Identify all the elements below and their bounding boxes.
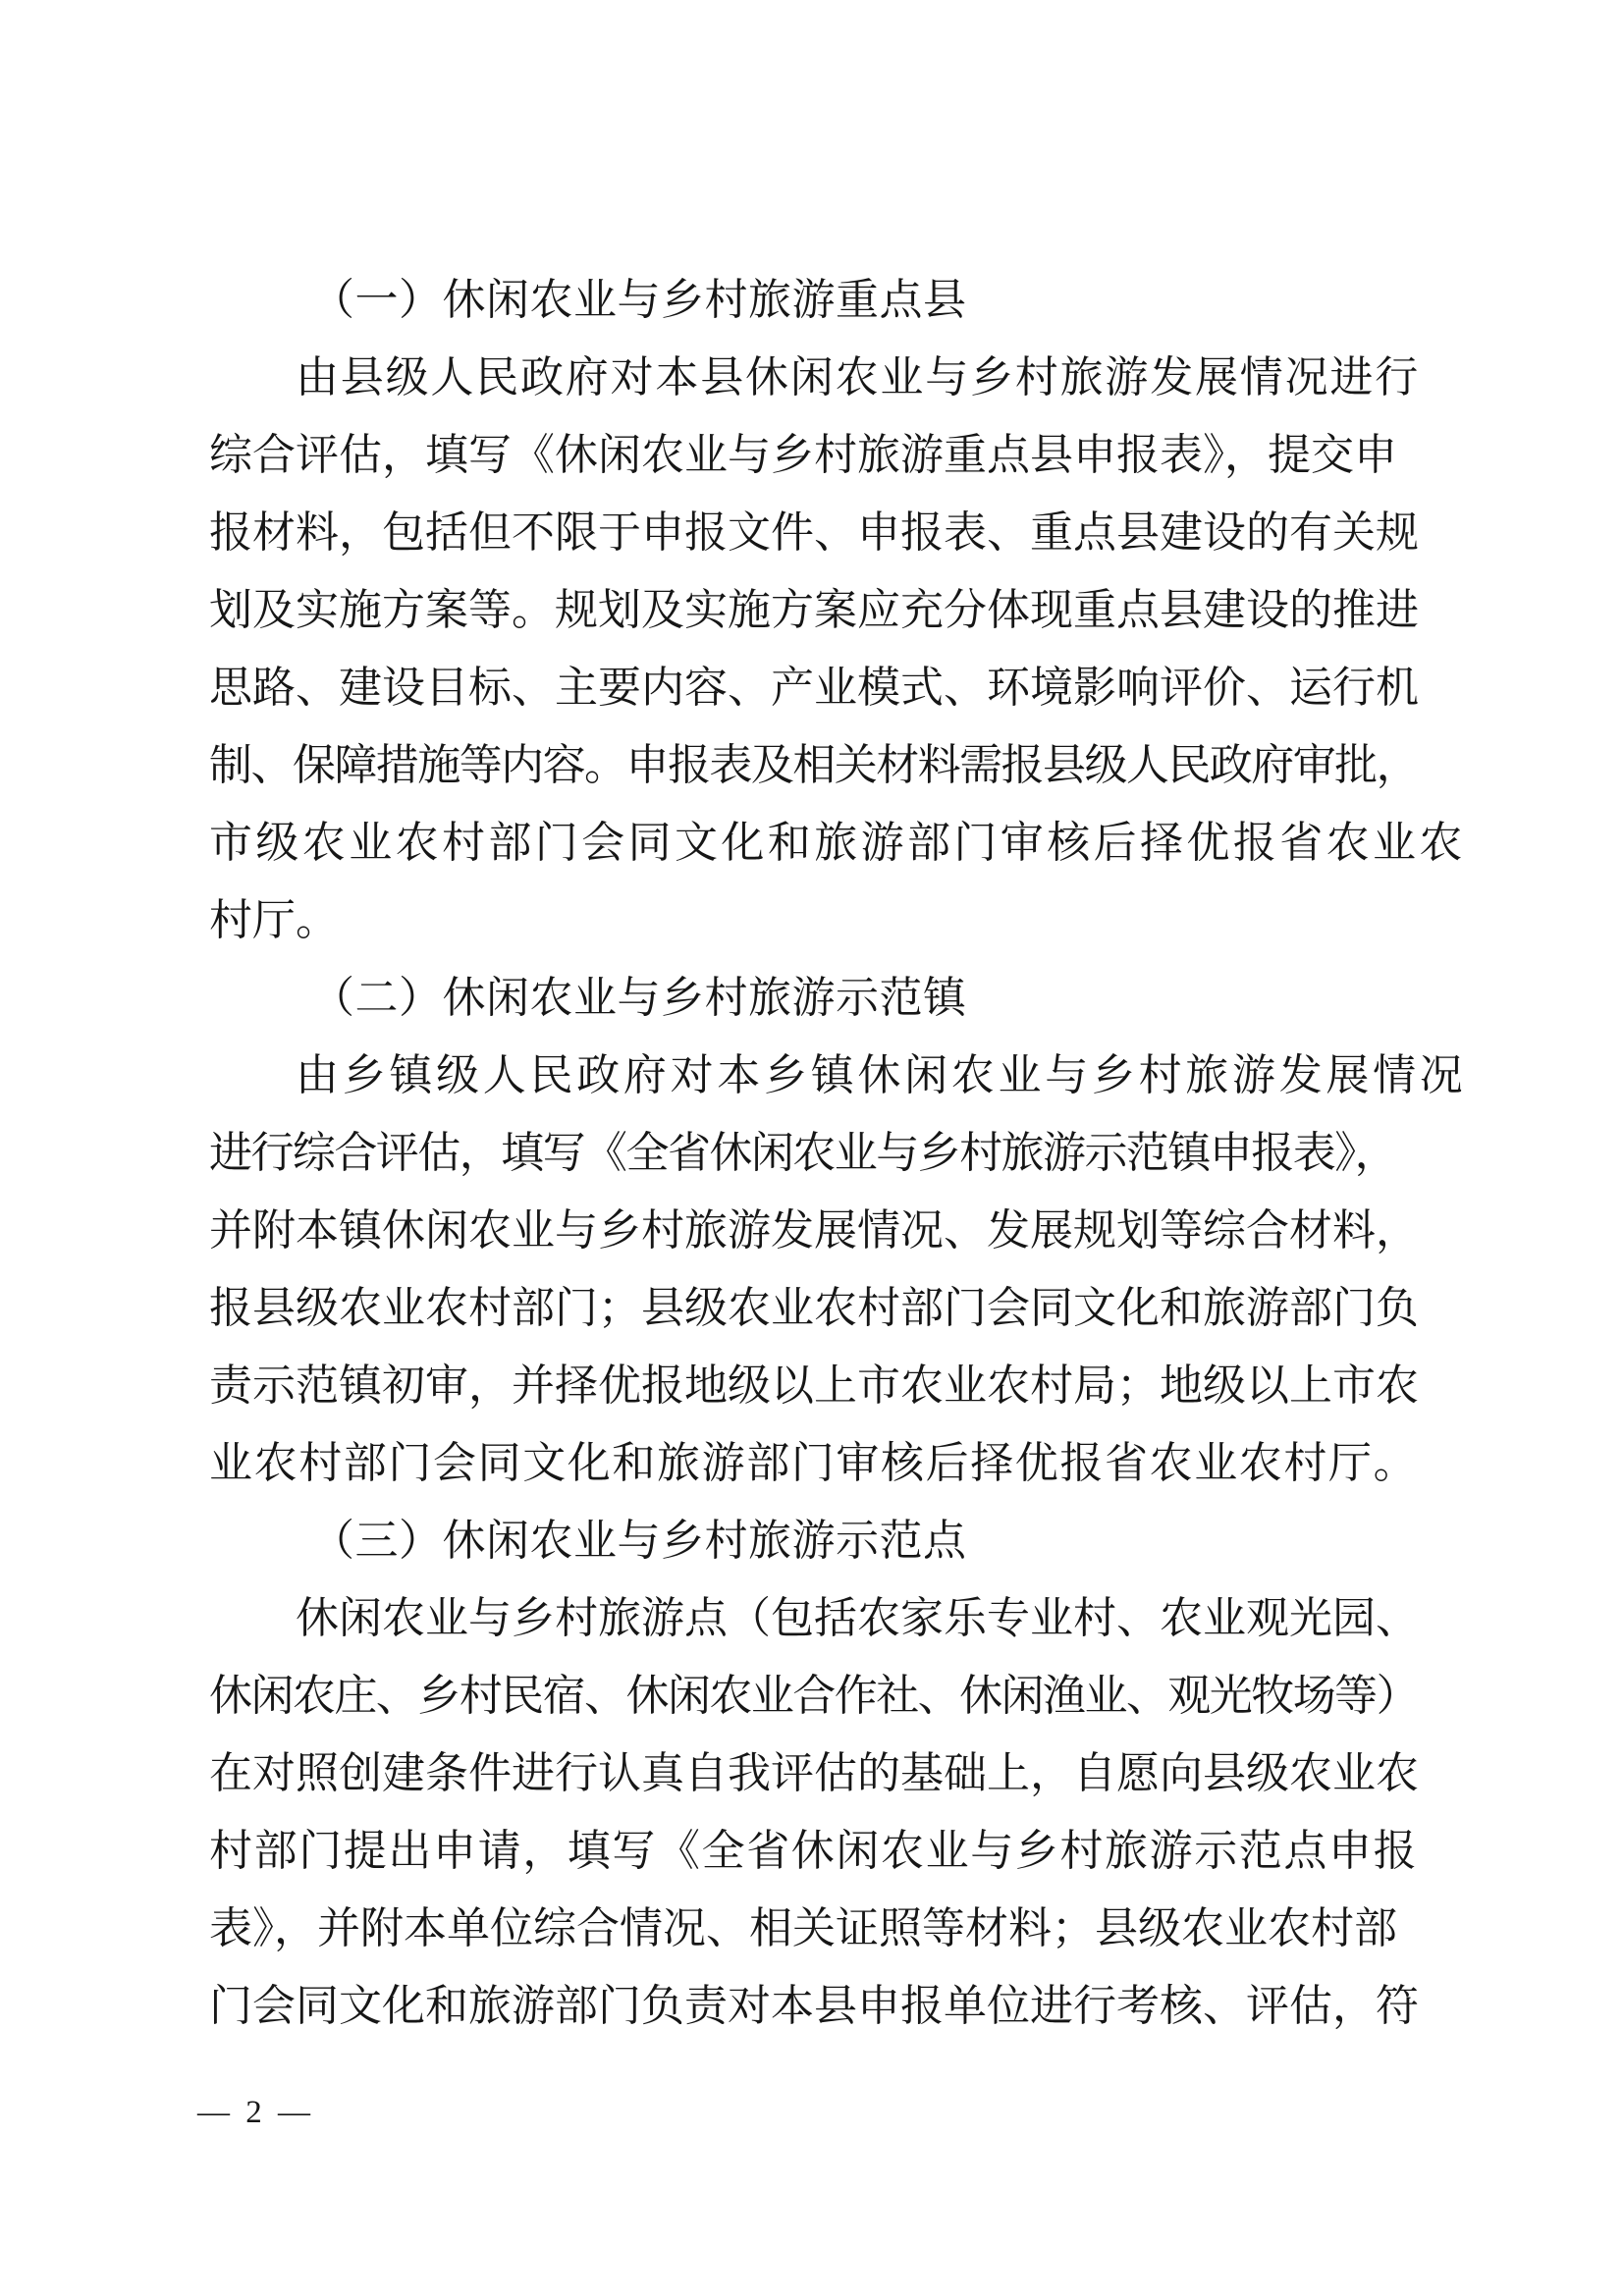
text-line: 综合评估，填写《休闲农业与乡村旅游重点县申报表》，提交申 (209, 431, 1397, 479)
section-heading-1: （一）休闲农业与乡村旅游重点县 (311, 276, 967, 324)
section-heading-2: （二）休闲农业与乡村旅游示范镇 (311, 974, 967, 1022)
text-line: 表》，并附本单位综合情况、相关证照等材料；县级农业农村部 (209, 1904, 1397, 1952)
text-line: 划及实施方案等。规划及实施方案应充分体现重点县建设的推进 (209, 586, 1419, 634)
text-line: 业农村部门会同文化和旅游部门审核后择优报省农业农村厅。 (209, 1439, 1419, 1487)
text-line: 村厅。 (209, 896, 339, 944)
page-number: — 2 — (197, 2095, 314, 2130)
text-line: 市级农业农村部门会同文化和旅游部门审核后择优报省农业农 (209, 819, 1466, 867)
text-line: 思路、建设目标、主要内容、产业模式、环境影响评价、运行机 (209, 664, 1419, 712)
text-block (209, 261, 1467, 2045)
text-line: 村部门提出申请，填写《全省休闲农业与乡村旅游示范点申报 (209, 1827, 1419, 1875)
text-line: 报材料，包括但不限于申报文件、申报表、重点县建设的有关规 (209, 508, 1419, 557)
text-line: 休闲农业与乡村旅游点（包括农家乐专业村、农业观光园、 (296, 1594, 1419, 1642)
text-line: 门会同文化和旅游部门负责对本县申报单位进行考核、评估，符 (209, 1982, 1419, 2030)
text-line: 由乡镇级人民政府对本乡镇休闲农业与乡村旅游发展情况 (296, 1051, 1467, 1099)
section-heading-3: （三）休闲农业与乡村旅游示范点 (311, 1517, 967, 1565)
text-line: 由县级人民政府对本县休闲农业与乡村旅游发展情况进行 (296, 353, 1420, 401)
text-line: 休闲农庄、乡村民宿、休闲农业合作社、休闲渔业、观光牧场等） (209, 1672, 1419, 1720)
text-line: 进行综合评估，填写《全省休闲农业与乡村旅游示范镇申报表》， (209, 1129, 1397, 1177)
text-line: 责示范镇初审，并择优报地级以上市农业农村局；地级以上市农 (209, 1362, 1419, 1410)
text-line: 在对照创建条件进行认真自我评估的基础上，自愿向县级农业农 (209, 1749, 1419, 1797)
text-line: 并附本镇休闲农业与乡村旅游发展情况、发展规划等综合材料， (209, 1206, 1419, 1255)
text-line: 制、保障措施等内容。申报表及相关材料需报县级人民政府审批， (209, 741, 1419, 789)
text-line: 报县级农业农村部门；县级农业农村部门会同文化和旅游部门负 (209, 1284, 1419, 1332)
